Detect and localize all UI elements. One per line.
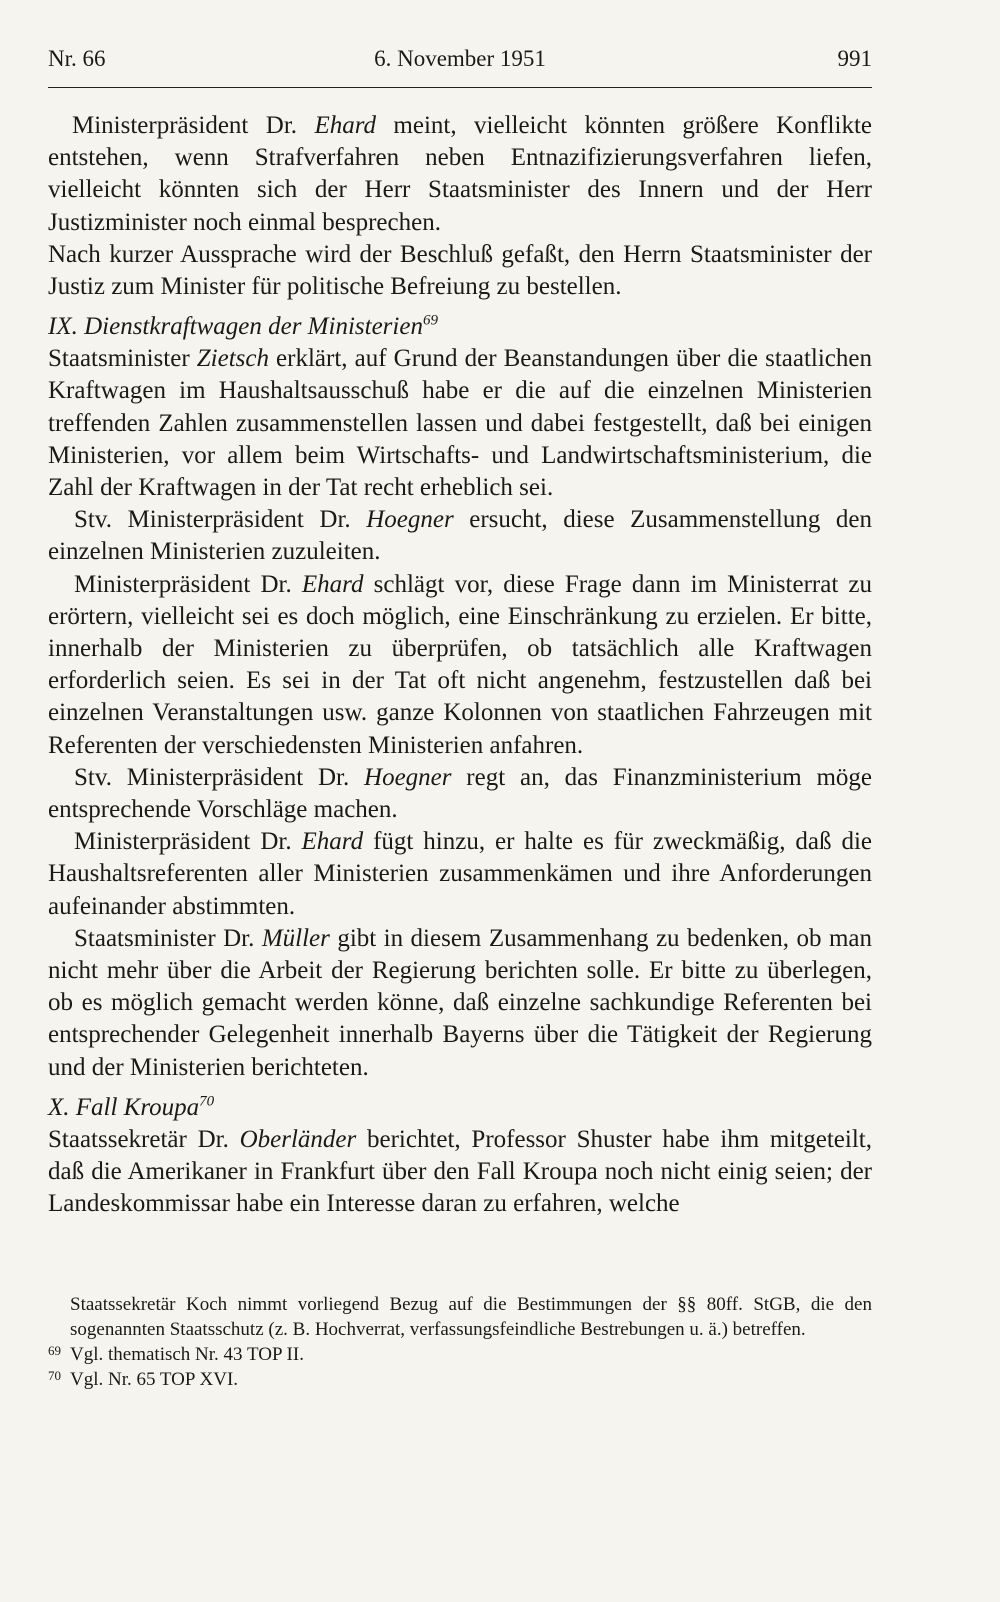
running-header (48, 46, 872, 86)
paragraph: Staatsminister Dr. Müller gibt in diesem Zusammenhang zu bedenken, ob man nicht mehr über die Arbeit der Regierung berichten solle. Er bitte zu überlegen, ob es möglich gemacht werden könne, daß einzelne sachkundige Referenten bei entsprechender Gelegenheit innerhalb Bayerns über die Tätigkeit der Regierung und der Ministerien berichteten. (48, 924, 872, 1081)
speaker-name: Ehard (301, 570, 364, 598)
footnote-number: 70 (48, 1368, 61, 1383)
header-date: 6. November 1951 (374, 46, 546, 71)
footnote-text: Vgl. Nr. 65 TOP XVI. (70, 1369, 239, 1390)
page-number: 991 (837, 46, 872, 71)
issue-number: Nr. 66 (48, 46, 106, 71)
paragraph: Ministerpräsident Dr. Ehard schlägt vor, diese Frage dann im Ministerrat zu erörtern, vielleicht sei es doch möglich, eine Einschränkung zu erzielen. Er bitte, innerhalb der Ministerien zu überprüfen, ob tatsächlich alle Kraftwagen erforderlich seien. Es sei in der Tat oft nicht angenehm, festzustellen daß bei einzelnen Veranstaltungen usw. ganze Kolonnen von staatlichen Fahrzeugen mit Referenten der verschiedensten Ministerien anfahren. (48, 570, 873, 759)
speaker-name: Ehard (314, 112, 377, 139)
paragraph: Ministerpräsident Dr. Ehard fügt hinzu, er halte es für zweckmäßig, daß die Haushaltsreferenten aller Ministerien zusammenkämen und ihre Anforderungen aufeinander abstimmten. (48, 828, 873, 920)
speaker-name: Hoegner (366, 506, 454, 534)
speaker-name: Müller (261, 924, 330, 952)
footnote-text: Vgl. thematisch Nr. 43 TOP II. (70, 1344, 304, 1365)
footnote-ref: 69 (422, 312, 438, 329)
section-heading-x: X. Fall Kroupa$^{70}$ (48, 1093, 215, 1121)
section-heading-ix: IX. Dienstkraftwagen der Ministerien$^{69}$ (48, 312, 438, 341)
header-rule (48, 87, 872, 88)
speaker-name: Ehard (301, 828, 364, 856)
paragraph: Stv. Ministerpräsident Dr. Hoegner ersucht, diese Zusammenstellung den einzelnen Ministerien zuzuleiten. (48, 506, 872, 566)
main-text (48, 110, 872, 1221)
paragraph: Stv. Ministerpräsident Dr. Hoegner regt an, das Finanzministerium möge entsprechende Vorschläge machen. (48, 763, 872, 824)
paragraph: Ministerpräsident Dr. Ehard meint, vielleicht könnten größere Konflikte entstehen, wenn Strafverfahren neben Entnazifizierungsverfahren liefen, vielleicht könnten sich der Herr Staatsminister des Innern und der Herr Justizminister noch einmal besprechen. (48, 112, 872, 236)
footnote-ref: 70 (199, 1093, 215, 1110)
footnote-number: 69 (48, 1343, 61, 1358)
paragraph: Nach kurzer Aussprache wird der Beschluß gefaßt, den Herrn Staatsminister der Justiz zum Minister für politische Befreiung zu bestellen. (48, 240, 872, 301)
footnote (48, 1367, 872, 1392)
speaker-name: Zietsch (196, 345, 269, 373)
paragraph: Staatsminister Zietsch erklärt, auf Grund der Beanstandungen über die staatlichen Kraftwagen im Haushaltsausschuß habe er die auf die einzelnen Ministerien treffenden Zahlen zusammenstellen lassen und dabei festgestellt, daß bei einigen Ministerien, vor allem beim Wirtschafts- und Landwirtschaftsministerium, die Zahl der Kraftwagen in der Tat recht erheblich sei. (48, 345, 872, 502)
speaker-name: Oberländer (239, 1125, 357, 1153)
footnotes (48, 1292, 872, 1392)
speaker-name: Hoegner (364, 763, 452, 791)
paragraph: Staatssekretär Dr. Oberländer berichtet, Professor Shuster habe ihm mitgeteilt, daß die Amerikaner in Frankfurt über den Fall Kroupa noch nicht einig seien; der Landeskommissar habe ein Interesse daran zu erfahren, welche (48, 1125, 872, 1218)
footnote (48, 1342, 872, 1367)
footnote-continuation: Staatssekretär Koch nimmt vorliegend Bezug auf die Bestimmungen der §§ 80ff. StGB, die den sogenannten Staatsschutz (z. B. Hochverrat, verfassungsfeindliche Bestrebungen u. ä.) betreffen. (70, 1294, 872, 1340)
